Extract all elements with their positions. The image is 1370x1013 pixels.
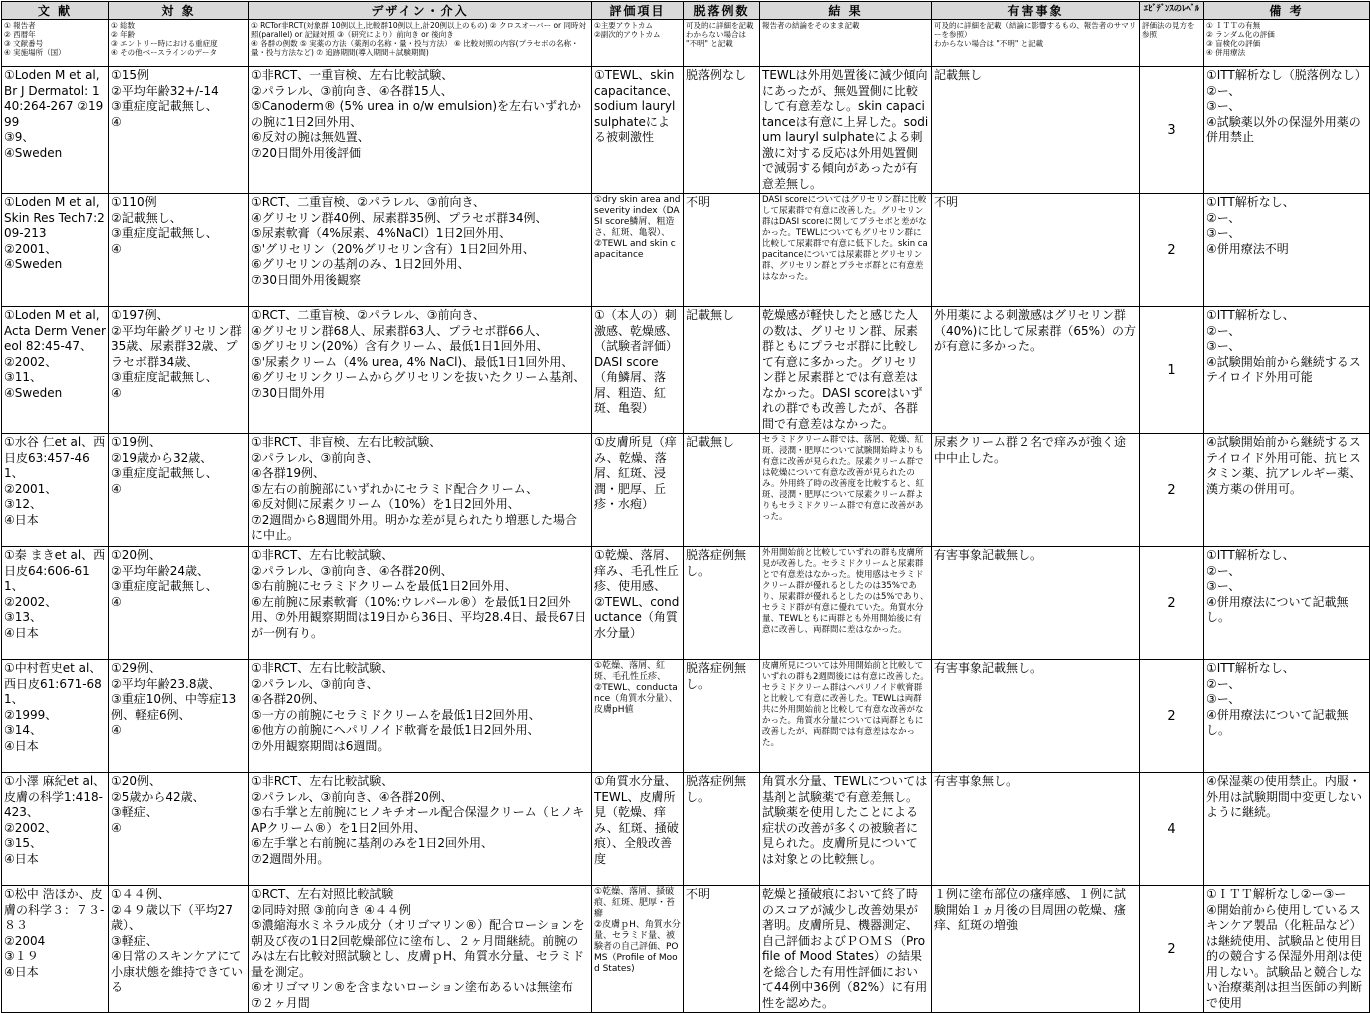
ref-line: ④日本 xyxy=(4,738,39,753)
subheader-line: ② ランダム化の評価 xyxy=(1206,30,1275,39)
remarks-line: ④試験開始前から継続するステイロイド外用可能 xyxy=(1206,354,1361,384)
table-row xyxy=(2,67,1370,194)
remarks-line: ①ITT解析なし、 xyxy=(1206,195,1295,209)
remarks-line: ①ITT解析なし、 xyxy=(1206,661,1295,675)
subheader-dropout xyxy=(684,20,760,67)
cell-level: 2 xyxy=(1140,194,1204,307)
table-row xyxy=(2,194,1370,307)
cell-dropout: 脱落症例無し。 xyxy=(684,547,760,660)
header-ref: 文 献 xyxy=(2,2,109,20)
subheader-line: 評価法の見方を参照 xyxy=(1142,21,1195,39)
cell-subject xyxy=(109,660,249,773)
design-line: ②パラレル、③前向き、④各群15人、 xyxy=(251,83,453,98)
cell-adverse: 有害事象無し。 xyxy=(932,773,1140,886)
remarks-line: ④併用療法について記載無し。 xyxy=(1206,707,1349,737)
design-line: ⑤'グリセリン（20%グリセリン含有）1日2回外用、 xyxy=(251,241,535,256)
remarks-line: ③ー、 xyxy=(1206,339,1241,353)
ref-line: ③12、 xyxy=(4,497,43,511)
eval-line: ①乾燥、落屑、痒み、毛孔性丘疹、使用感、 xyxy=(594,548,679,593)
ref-line: ④Sweden xyxy=(4,385,63,400)
design-line: ⑥左手掌と右前腕に基剤のみを1日2回外用、 xyxy=(251,836,494,850)
subheader-line: 可及的に詳細を記載（結論に影響するもの、報告者のサマリーを参照） xyxy=(934,21,1137,39)
subheader-line: ① ＩＴＴの有無 xyxy=(1206,21,1261,30)
design-line: ②パラレル、③前向き、④各群20例、 xyxy=(251,563,453,578)
eval-line: ②TEWL、conductance（角質水分量）、皮膚pH値 xyxy=(594,683,678,715)
design-line: ①非RCT、左右比較試験、 xyxy=(251,548,394,562)
subject-line: ④日常のスキンケアにて小康状態を維持できている xyxy=(111,949,244,994)
cell-design xyxy=(249,67,592,194)
table-row xyxy=(2,773,1370,886)
remarks-line: ③ー、 xyxy=(1206,99,1241,113)
design-line: ⑦30日間外用 xyxy=(251,385,326,400)
subject-line: ④ xyxy=(111,820,122,835)
subject-line: ③重症10例、中等症13例、軽症6例、 xyxy=(111,692,237,722)
subheader-adverse xyxy=(932,20,1140,67)
cell-remarks xyxy=(1204,307,1370,434)
remarks-line: ④試験開始前から継続するステイロイド外用可能、抗ヒスタミン薬、抗アレルギー薬、漢方薬の併用可。 xyxy=(1206,435,1362,496)
design-line: ⑤尿素軟膏（4%尿素、4%NaCl）1日2回外用、 xyxy=(251,226,512,240)
ref-line: ④日本 xyxy=(4,512,39,527)
cell-dropout: 不明 xyxy=(684,886,760,1013)
subject-line: ③軽症、 xyxy=(111,933,158,948)
subheader-line: ①主要アウトカム xyxy=(594,21,653,30)
eval-line: ①TEWL、skin capacitance、sodium lauryl sulphateによる被刺激性 xyxy=(594,68,679,144)
ref-line: ②2001、 xyxy=(4,241,58,256)
header-result: 結 果 xyxy=(760,2,932,20)
cell-subject xyxy=(109,773,249,886)
eval-line: ②TEWL、conductance（角質水分量） xyxy=(594,594,680,640)
cell-result: TEWLは外用処置後に減少傾向にあったが、無処置側に比較して有意差なし。skin capacitanceは有意に上昇した。sodium lauryl sulphateによる刺激に対する反応は外用処置側で減弱する傾向があったが有意差無し。 xyxy=(760,67,932,194)
cell-remarks xyxy=(1204,194,1370,307)
cell-result: セラミドクリーム群では、落屑、乾燥、紅斑、浸潤・肥厚について試験開始時よりも有意に改善が見られた。尿素クリーム群では乾燥について有意な改善が見られたのみ。外用終了時の改善度を比較すると、紅斑、浸潤・肥厚について尿素クリーム群よりもセラミドクリーム群で有意に改善があった。 xyxy=(760,434,932,547)
subject-line: ②４９歳以下（平均27歳）、 xyxy=(111,902,234,932)
design-line: ⑤左右の前腕部にいずれかにセラミド配合クリーム、 xyxy=(251,481,539,496)
cell-design xyxy=(249,434,592,547)
ref-line: ③13、 xyxy=(4,610,43,624)
subheader-line: わからない場合は "不明" と記載 xyxy=(686,30,746,48)
cell-ref xyxy=(2,67,109,194)
subject-line: ②5歳から42歳、 xyxy=(111,789,205,804)
subheader-line: ① RCTor非RCT(対象群 10例以上,比較群10例以上,計20例以上のもの) ② クロスオーバー or 同時対照(parallel) or 記録対照 ③（研究により）前向き or 後向き xyxy=(251,21,587,39)
subject-line: ①19例、 xyxy=(111,435,162,449)
design-line: ④グリセリン群40例、尿素群35例、プラセボ群34例、 xyxy=(251,210,548,225)
design-line: ⑥グリセリンの基剤のみ、1日2回外用、 xyxy=(251,257,470,271)
eval-line: ①乾燥、落屑、紅斑、毛孔性丘疹、 xyxy=(594,661,667,682)
subject-line: ①197例、 xyxy=(111,308,169,322)
subheader-line: ② 西暦年 xyxy=(4,30,36,39)
subheader-line: 可及的に詳細を記載 xyxy=(686,21,754,30)
design-line: ⑦30日間外用後観察 xyxy=(251,272,362,287)
design-line: ⑤'尿素クリーム（4% urea, 4% NaCl)、最低1日1回外用、 xyxy=(251,354,574,369)
cell-dropout: 脱落症例無し。 xyxy=(684,660,760,773)
cell-dropout: 不明 xyxy=(684,194,760,307)
cell-remarks xyxy=(1204,886,1370,1013)
subject-line: ②平均年齢24歳、 xyxy=(111,563,210,578)
cell-ref xyxy=(2,434,109,547)
eval-line: ①角質水分量、TEWL、皮膚所見（乾燥、痒み、紅斑、掻破痕）、全般改善度 xyxy=(594,774,679,866)
design-line: ①非RCT、一重盲検、左右比較試験、 xyxy=(251,68,454,82)
remarks-line: ④併用療法不明 xyxy=(1206,241,1289,256)
design-line: ①RCT、二重盲検、②パラレル、③前向き、 xyxy=(251,195,485,209)
subject-line: ④ xyxy=(111,723,122,737)
remarks-line: ②ー、 xyxy=(1206,83,1241,98)
ref-line: ④日本 xyxy=(4,851,39,866)
cell-design xyxy=(249,773,592,886)
ref-line: ②2002、 xyxy=(4,354,58,369)
ref-line: ②2002、 xyxy=(4,820,58,835)
design-line: ⑤グリセリン(20%）含有クリーム、最低1日1回外用、 xyxy=(251,339,549,353)
design-line: ⑥左前腕に尿素軟膏（10%:ウレパール®）を最低1日2回外用、⑦外用観察期間は19日から36日、平均28.4日、最長67日が一例有り。 xyxy=(251,594,587,640)
subject-line: ④ xyxy=(111,241,122,256)
header-level: ｴﾋﾞﾃﾞﾝｽのﾚﾍﾞﾙ xyxy=(1140,2,1204,20)
subject-line: ③重症度記載無し、 xyxy=(111,370,218,384)
cell-adverse: 有害事象記載無し。 xyxy=(932,547,1140,660)
cell-eval xyxy=(592,547,684,660)
cell-adverse: 尿素クリーム群２名で痒みが強く途中中止した。 xyxy=(932,434,1140,547)
subheader-line: ④ その他ベースラインのデータ xyxy=(111,48,218,57)
subject-line: ②19歳から32歳、 xyxy=(111,450,213,465)
cell-subject xyxy=(109,886,249,1013)
design-line: ⑤右手掌と左前腕にヒノキチオール配合保湿クリーム（ヒノキAPクリーム®）を1日2回外用、 xyxy=(251,805,585,835)
ref-line: ①Loden M et al, Skin Res Tech7:209-213 xyxy=(4,195,105,240)
subject-line: ①110例 xyxy=(111,195,157,209)
subheader-line: ④ 実施場所（国） xyxy=(4,48,66,57)
table-row xyxy=(2,547,1370,660)
design-line: ①非RCT、左右比較試験、 xyxy=(251,774,394,788)
subject-line: ③重症度記載無し、 xyxy=(111,99,218,113)
ref-line: ②2001、 xyxy=(4,481,58,496)
design-line: ⑥グリセリンクリームからグリセリンを抜いたクリーム基剤、 xyxy=(251,370,586,384)
cell-result: 乾燥感が軽快したと感じた人の数は、グリセリン群、尿素群ともにプラセボ群に比較して有意に多かった。グリセリン群と尿素群とでは有意差はなかった。DASI scoreはいずれの群でも改善したが、各群間で有意差はなかった。 xyxy=(760,307,932,434)
cell-dropout: 記載無し xyxy=(684,307,760,434)
cell-level: 2 xyxy=(1140,660,1204,773)
design-line: ⑦外用観察期間は6週間。 xyxy=(251,738,390,753)
cell-remarks xyxy=(1204,773,1370,886)
subheader-subject xyxy=(109,20,249,67)
cell-design xyxy=(249,660,592,773)
design-line: ⑦2週間から8週間外用。明かな差が見られたり増悪した場合に中止。 xyxy=(251,512,578,542)
cell-design xyxy=(249,886,592,1013)
ref-line: ③14、 xyxy=(4,723,43,737)
cell-ref xyxy=(2,660,109,773)
design-line: ⑤一方の前腕にセラミドクリームを最低1日2回外用、 xyxy=(251,707,541,722)
subheader-line: ④ 各群の例数 ⑤ 実薬の方法（薬剤の名称・量・投与方法） ⑥ 比較対照の内容(プラセボの名称・量・投与方法など) ⑦ 追跡期間(導入期間＋試験期間) xyxy=(251,39,579,57)
design-line: ②同時対照 ③前向き ④４４例 xyxy=(251,902,411,917)
design-line: ①RCT、左右対照比較試験 xyxy=(251,887,394,901)
cell-dropout: 脱落症例無し。 xyxy=(684,773,760,886)
subheader-level xyxy=(1140,20,1204,67)
remarks-line: ①ＩＴＴ解析なし②ー③ー xyxy=(1206,887,1347,901)
subject-line: ④ xyxy=(111,481,122,496)
cell-subject xyxy=(109,434,249,547)
ref-line: ④日本 xyxy=(4,625,39,640)
remarks-line: ①ITT解析なし（脱落例なし） xyxy=(1206,68,1367,82)
subject-line: ①４４例、 xyxy=(111,887,170,901)
table-row xyxy=(2,660,1370,773)
remarks-line: ③ー、 xyxy=(1206,226,1241,240)
cell-eval xyxy=(592,434,684,547)
cell-adverse: 外用薬による刺激感はグリセリン群（40%)に比して尿素群（65%）の方が有意に多かった。 xyxy=(932,307,1140,434)
remarks-line: ③ー、 xyxy=(1206,579,1241,593)
subheader-eval xyxy=(592,20,684,67)
subheader-line: ③ エントリー時における重症度 xyxy=(111,39,218,48)
cell-adverse: 不明 xyxy=(932,194,1140,307)
ref-line: ②2004 xyxy=(4,933,46,948)
design-line: ⑤Canoderm® (5% urea in o/w emulsion)を左右いずれかの腕に1日2回外用、 xyxy=(251,99,582,129)
cell-subject xyxy=(109,547,249,660)
subject-line: ①15例 xyxy=(111,68,150,82)
design-line: ④グリセリン群68人、尿素群63人、プラセボ群66人、 xyxy=(251,323,548,338)
ref-line: ③15、 xyxy=(4,836,43,850)
design-line: ⑦２ヶ月間 xyxy=(251,995,310,1010)
subject-line: ③重症度記載無し、 xyxy=(111,226,218,240)
subject-line: ③重症度記載無し、 xyxy=(111,579,218,593)
subject-line: ③軽症、 xyxy=(111,805,158,819)
subheader-line: 報告者の結論をそのまま記載 xyxy=(762,21,860,30)
ref-line: ④日本 xyxy=(4,964,39,979)
subheader-ref xyxy=(2,20,109,67)
subject-line: ④ xyxy=(111,114,122,129)
design-line: ①RCT、二重盲検、②パラレル、③前向き、 xyxy=(251,308,485,322)
cell-eval xyxy=(592,194,684,307)
cell-subject xyxy=(109,307,249,434)
cell-adverse: 有害事象記載無し。 xyxy=(932,660,1140,773)
subheader-line: ① 報告者 xyxy=(4,21,36,30)
subheader-result xyxy=(760,20,932,67)
cell-design xyxy=(249,194,592,307)
eval-line: ①dry skin area and severity index（DASI score鱗屑、粗造さ、紅斑、亀裂）、 xyxy=(594,195,681,238)
header-dropout: 脱落例数 xyxy=(684,2,760,20)
cell-level: 1 xyxy=(1140,307,1204,434)
evidence-table xyxy=(1,1,1370,1013)
cell-result: 皮膚所見については外用開始前と比較していずれの群も2週間後には有意に改善した。セラミドクリーム群はヘパリノイド軟膏群と比較して有意に改善した。TEWLは両群共に外用開始前と比較して有意な改善がなかった。角質水分量については両群ともに改善したが、両群間では有意差はなかった。 xyxy=(760,660,932,773)
ref-line: ①Loden M et al, Br J Dermatol: 140:264-267 ②1999 xyxy=(4,68,104,129)
remarks-line: ④併用療法について記載無し。 xyxy=(1206,594,1349,624)
design-line: ④各群20例、 xyxy=(251,692,326,706)
cell-level: 2 xyxy=(1140,886,1204,1013)
subject-line: ②平均年齢グリセリン群35歳、尿素群32歳、プラセボ群34歳、 xyxy=(111,323,242,369)
design-line: ⑥他方の前腕にヘパリノイド軟膏を最低1日2回外用、 xyxy=(251,723,540,737)
cell-remarks xyxy=(1204,660,1370,773)
design-line: ①非RCT、左右比較試験、 xyxy=(251,661,394,675)
cell-design xyxy=(249,547,592,660)
cell-eval xyxy=(592,886,684,1013)
subject-line: ④ xyxy=(111,385,122,400)
design-line: ④各群19例、 xyxy=(251,466,326,480)
ref-line: ①小澤 麻紀et al、皮膚の科学1:418-423、 xyxy=(4,774,106,819)
design-line: ⑦20日間外用後評価 xyxy=(251,145,362,160)
subject-line: ④ xyxy=(111,594,122,609)
design-line: ②パラレル、③前向き、 xyxy=(251,676,379,691)
remarks-line: ②ー、 xyxy=(1206,323,1241,338)
ref-line: ③11、 xyxy=(4,370,43,384)
cell-level: 3 xyxy=(1140,67,1204,194)
header-design: デザイン・介入 xyxy=(249,2,592,20)
cell-result: 角質水分量、TEWLについては基剤と試験薬で有意差無し。試験薬を使用したことによる症状の改善が多くの被験者に見られた。皮膚所見については対象との比較無し。 xyxy=(760,773,932,886)
ref-line: ④Sweden xyxy=(4,145,63,160)
cell-level: 4 xyxy=(1140,773,1204,886)
cell-ref xyxy=(2,886,109,1013)
ref-line: ②1999、 xyxy=(4,707,58,722)
cell-remarks xyxy=(1204,67,1370,194)
subject-line: ②平均年齢23.8歳、 xyxy=(111,676,221,691)
cell-level: 2 xyxy=(1140,547,1204,660)
cell-remarks xyxy=(1204,547,1370,660)
subheader-line: ③ 盲検化の評価 xyxy=(1206,39,1261,48)
subject-line: ①29例、 xyxy=(111,661,162,675)
header-adverse: 有害事象 xyxy=(932,2,1140,20)
remarks-line: ①ITT解析なし、 xyxy=(1206,308,1295,322)
cell-eval xyxy=(592,773,684,886)
table-row xyxy=(2,307,1370,434)
cell-ref xyxy=(2,194,109,307)
subheader-line: ③ 文献番号 xyxy=(4,39,44,48)
remarks-line: ①ITT解析なし、 xyxy=(1206,548,1295,562)
remarks-line: ③ー、 xyxy=(1206,692,1241,706)
remarks-line: ④保湿薬の使用禁止。内服・外用は試験期間中変更しないように継続。 xyxy=(1206,774,1363,819)
design-line: ⑤右前腕にセラミドクリームを最低1日2回外用、 xyxy=(251,579,517,593)
cell-subject xyxy=(109,67,249,194)
remarks-line: ②ー、 xyxy=(1206,210,1241,225)
ref-line: ①Loden M et al, Acta Derm Venereol 82:45-47、 xyxy=(4,308,106,353)
design-line: ⑥オリゴマリン®を含まないローション塗布あるいは無塗布 xyxy=(251,980,574,994)
subheader-line: ④ 併用療法 xyxy=(1206,48,1246,57)
table-row xyxy=(2,886,1370,1013)
table-row xyxy=(2,434,1370,547)
cell-result: 乾燥と掻破痕において終了時のスコアが減少し改善効果が著明。皮膚所見、機器測定、自己評価およびＰＯＭＳ（Profile of Mood States）の結果を総合した有用性評価において44例中36例（82%）に有用性を認めた。 xyxy=(760,886,932,1013)
header-eval: 評価項目 xyxy=(592,2,684,20)
cell-dropout: 記載無し xyxy=(684,434,760,547)
cell-ref xyxy=(2,547,109,660)
ref-line: ①松中 浩ほか、皮膚の科学３：７３-８３ xyxy=(4,887,105,932)
header-remarks: 備 考 xyxy=(1204,2,1370,20)
cell-adverse: 記載無し xyxy=(932,67,1140,194)
eval-line: ①皮膚所見（痒み、乾燥、落屑、紅斑、浸潤・肥厚、丘疹・水疱） xyxy=(594,435,677,511)
design-line: ①非RCT、非盲検、左右比較試験、 xyxy=(251,435,442,449)
design-line: ⑥反対側に尿素クリーム（10%）を1日2回外用、 xyxy=(251,497,520,511)
design-line: ⑤濃縮海水ミネラル成分（オリゴマリン®）配合ローションを朝及び夜の1日2回乾燥部位に塗布し、２ヶ月間継続。前腕のみは左右比較対照試験とし、皮膚ｐH、角質水分量、セラミド量を測定。 xyxy=(251,918,585,979)
subject-line: ①20例、 xyxy=(111,774,162,788)
design-line: ⑥反対の腕は無処置、 xyxy=(251,130,370,144)
cell-dropout: 脱落例なし xyxy=(684,67,760,194)
ref-line: ②2002、 xyxy=(4,594,58,609)
ref-line: ①水谷 仁et al、西日皮63:457-461、 xyxy=(4,435,106,480)
eval-line: ②TEWL and skin capacitance xyxy=(594,239,676,260)
design-line: ②パラレル、③前向き、 xyxy=(251,450,379,465)
subheader-line: ② 年齢 xyxy=(111,30,136,39)
subject-line: ③重症度記載無し、 xyxy=(111,466,218,480)
design-line: ②パラレル、③前向き、④各群20例、 xyxy=(251,789,453,804)
ref-line: ④Sweden xyxy=(4,257,63,271)
ref-line: ①中村哲史et al、西日皮61:671-681、 xyxy=(4,661,102,706)
eval-line: ②皮膚ｐH、角質水分量、セラミド量、被験者の自己評価、POMS（Profile of Mood States) xyxy=(594,920,681,974)
subheader-design xyxy=(249,20,592,67)
header-subject: 対 象 xyxy=(109,2,249,20)
cell-level: 2 xyxy=(1140,434,1204,547)
remarks-line: ②ー、 xyxy=(1206,563,1241,578)
subject-line: ②記載無し、 xyxy=(111,210,182,225)
subject-line: ②平均年齢32+/-14 xyxy=(111,83,219,98)
subheader-remarks xyxy=(1204,20,1370,67)
cell-ref xyxy=(2,773,109,886)
remarks-line: ②ー、 xyxy=(1206,676,1241,691)
cell-adverse: １例に塗布部位の瘙痒感、１例に試験開始１ヵ月後の目周囲の乾燥、瘙痒、紅斑の増強 xyxy=(932,886,1140,1013)
cell-result: 外用開始前と比較していずれの群も皮膚所見が改善した。セラミドクリームと尿素群とで有意差はなかった。使用感はセラミドクリーム群が優れるとしたのは35%であり、尿素群が優れるとしたのは5%であり、セラミド群が有意に優れていた。角質水分量、TEWLともに両群とも外用開始後に有意に改善し、両群間に差はなかった。 xyxy=(760,547,932,660)
subheader-line: わからない場合は "不明" と記載 xyxy=(934,39,1044,48)
ref-line: ③１９ xyxy=(4,949,39,963)
cell-subject xyxy=(109,194,249,307)
remarks-line: ④試験薬以外の保湿外用薬の併用禁止 xyxy=(1206,114,1361,144)
cell-design xyxy=(249,307,592,434)
eval-line: ①（本人の）刺激感、乾燥感、（試験者評価）DASI score（角鱗屑、落屑、粗造、紅斑、亀裂） xyxy=(594,308,679,415)
remarks-line: ④開始前から使用しているスキンケア製品（化粧品など）は継続使用、試験品と使用目的の競合する保湿外用剤は使用しない。試験品と競合しない治療薬剤は担当医師の判断で使用 xyxy=(1206,902,1363,1010)
cell-eval xyxy=(592,67,684,194)
ref-line: ③9、 xyxy=(4,130,35,144)
cell-remarks xyxy=(1204,434,1370,547)
ref-line: ①秦 まきet al、西日皮64:606-611、 xyxy=(4,548,106,593)
eval-line: ①乾燥、落屑、掻破痕、紅斑、肥厚・苔癬 xyxy=(594,887,676,919)
cell-result: DASI scoreについてはグリセリン群に比較して尿素群で有意に改善した。グリセリン群はDASI scoreに関してプラセボと差がなかった。TEWLについてもグリセリン群に比較して尿素群で有意に低下した。skin capacitanceについては尿素群とグリセリン群、グリセリン群とプラセボ群とに有意差はなかった。 xyxy=(760,194,932,307)
design-line: ⑦2週間外用。 xyxy=(251,851,330,866)
cell-eval xyxy=(592,307,684,434)
subheader-line: ②副次的アウトカム xyxy=(594,30,661,39)
subheader-line: ① 総数 xyxy=(111,21,136,30)
cell-eval xyxy=(592,660,684,773)
cell-ref xyxy=(2,307,109,434)
subject-line: ①20例、 xyxy=(111,548,162,562)
